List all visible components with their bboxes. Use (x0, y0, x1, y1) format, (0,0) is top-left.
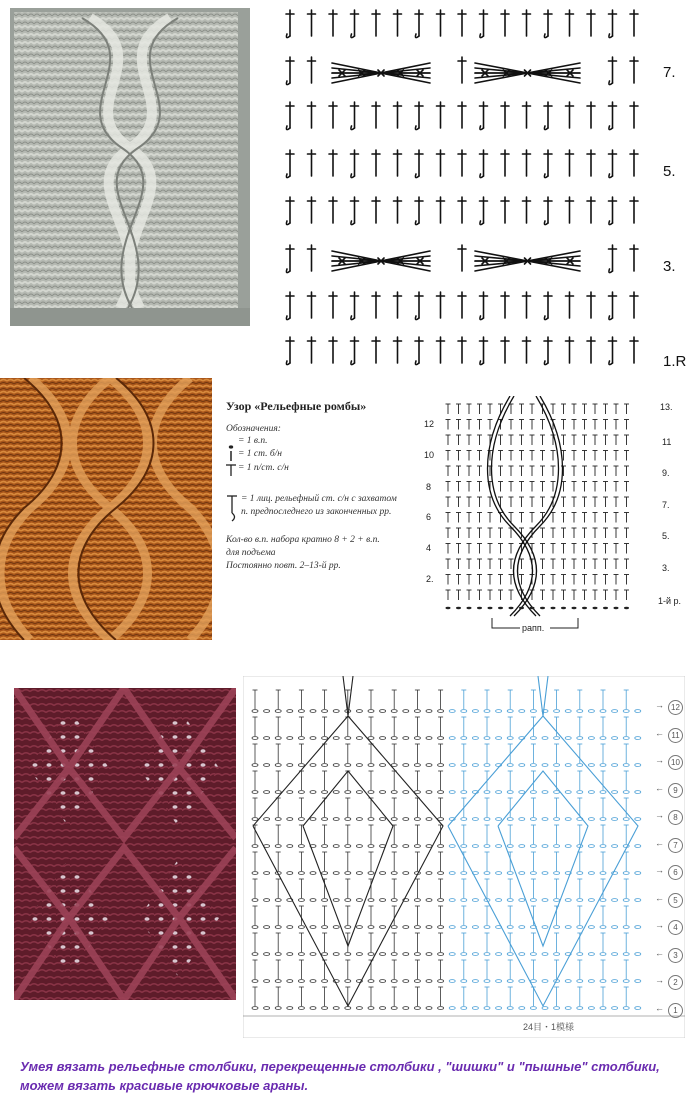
row-num-10: 10 (424, 450, 435, 460)
row-arrow-icon: ← (655, 727, 664, 738)
row-num-4: 4 (426, 543, 432, 553)
repeat-label-japanese: 24目・1模様 (520, 1020, 577, 1033)
row-num-13: 13. (660, 402, 673, 412)
row-number-label: 5 (668, 893, 683, 908)
row-num-12: 12 (424, 419, 435, 429)
row-arrow-icon: → (655, 810, 664, 820)
row-number-label: 12 (668, 700, 683, 715)
row-arrow-icon: → (655, 975, 664, 985)
row-num-3: 3. (662, 563, 670, 573)
note-turning: для подъема (226, 548, 276, 558)
row-arrow-icon: ← (655, 782, 664, 793)
grey-cable-swatch-photo (10, 8, 250, 326)
row-num-1: 1-й р. (658, 596, 682, 606)
row-number-label: 3 (668, 948, 683, 963)
note-multiple: Кол-во в.п. набора кратно 8 + 2 + в.п. (226, 535, 380, 545)
note-repeat-rows: Постоянно повт. 2–13-й рр. (226, 561, 341, 571)
row-label-1r: 1.R (663, 353, 687, 370)
single-crochet-symbol-icon (226, 449, 236, 461)
half-double-symbol-icon (225, 463, 237, 477)
row-label-5: 5. (663, 163, 676, 180)
row-arrow-icon: → (655, 755, 664, 765)
row-label-3: 3. (663, 258, 676, 275)
row-number-label: 9 (668, 783, 683, 798)
burgundy-lace-swatch-photo (14, 688, 236, 1000)
row-arrow-icon: ← (655, 837, 664, 848)
legend-half-double: = 1 п/ст. с/н (238, 463, 289, 473)
row-num-8: 8 (426, 482, 432, 492)
diamond-crochet-chart (440, 396, 640, 636)
row-number-label: 1 (668, 1003, 683, 1018)
row-num-6: 6 (426, 512, 432, 522)
row-arrow-icon: → (655, 865, 664, 875)
row-arrow-icon: ← (655, 947, 664, 958)
row-number-label: 8 (668, 810, 683, 825)
legend-chain: = 1 в.п. (238, 436, 268, 446)
legend-single-crochet: = 1 ст. б/н (238, 449, 282, 459)
caption-text: Умея вязать рельефные столбики, перекрещенные столбики , "шишки" и "пышные" столбики, можем вязать красивые крючковые араны. (20, 1059, 660, 1093)
row-arrow-icon: ← (655, 1002, 664, 1013)
row-number-label: 4 (668, 920, 683, 935)
repeat-label: рапп. (522, 623, 545, 633)
row-number-label: 2 (668, 975, 683, 990)
pattern-title: Узор «Рельефные ромбы» (226, 399, 367, 413)
legend-heading: Обозначения: (226, 424, 281, 434)
row-num-7: 7. (662, 500, 670, 510)
row-label-7: 7. (663, 64, 676, 81)
legend-post-stitch: = 1 лиц. рельефный ст. с/н с захватом (241, 494, 397, 504)
row-arrow-icon: → (655, 920, 664, 930)
row-num-5: 5. (662, 531, 670, 541)
row-number-label: 11 (668, 728, 683, 743)
row-number-label: 7 (668, 838, 683, 853)
post-stitch-symbol-icon (225, 493, 239, 523)
row-number-label: 6 (668, 865, 683, 880)
grey-cable-crochet-chart (280, 2, 660, 377)
row-number-label: 10 (668, 755, 683, 770)
row-arrow-icon: ← (655, 892, 664, 903)
lace-diamond-crochet-chart (243, 676, 685, 1038)
row-num-2: 2. (426, 574, 434, 584)
row-arrow-icon: → (655, 700, 664, 710)
legend-post-stitch-cont: п. предпоследнего из законченных рр. (241, 507, 392, 517)
chain-symbol-icon (226, 439, 236, 449)
orange-diamond-swatch-photo (0, 378, 212, 640)
row-num-9: 9. (662, 468, 670, 478)
row-num-11: 11 (662, 437, 672, 447)
